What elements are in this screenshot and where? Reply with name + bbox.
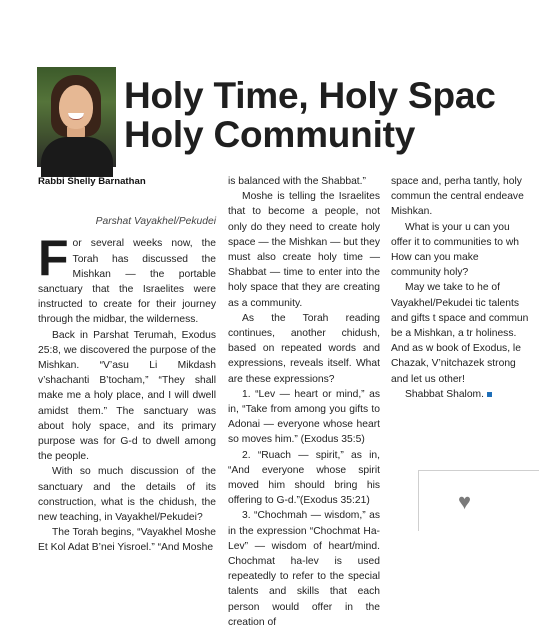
paragraph: space and, perha tantly, holy commun the central endeave Mishkan. (391, 176, 524, 218)
paragraph: 3. “Chochmah — wisdom,” as in the expression “Chochmat Ha-Lev” — wisdom of heart/mind. Chochmat ha-lev is used repeatedly to refer to the special talents and skills that each person would offer in the creation of (228, 510, 380, 628)
paragraph: 2. “Ruach — spirit,” as in, “And everyone whose spirit moved him should bring his offering to G-d.”(Exodus 35:21) (228, 449, 380, 507)
column-1 (38, 174, 216, 556)
paragraph: For several weeks now, the Torah has discussed the Mishkan — the portable sanctuary that the Israelites were instructed to create for their journey through the midbar, the wilderness. (38, 230, 216, 326)
sidebar-box (418, 470, 539, 531)
parsha-name: Parshat Vayakhel/Pekudei (95, 216, 216, 228)
paragraph: is balanced with the Shabbat.” (228, 176, 366, 187)
paragraph: What is your u can you offer it to communities to wh How can you make community holy? (391, 221, 520, 279)
column-2 (228, 174, 380, 630)
title-line-2: Holy Community (124, 114, 416, 155)
heart-icon: ♥ (458, 489, 472, 514)
paragraph: May we take to he of Vayakhel/Pekudei tic talents and gifts t space and commun be a Mishkan, a tr holiness. And as w book of Exodus, le Chazak, V’nitchazek strong and let us other! (391, 282, 529, 385)
paragraph: As the Torah reading continues, another chidush, based on repeated words and expressions, reveals itself. What are these expressions? (228, 312, 380, 385)
end-mark-icon (487, 392, 492, 397)
paragraph: Moshe is telling the Israelites that to become a people, not only do they need to create holy space — the Mishkan — but they must also create holy time — Shabbat — time to enter into the holy space that they are creating as a community. (228, 191, 380, 309)
article-title (124, 76, 544, 154)
column-3 (391, 174, 531, 402)
paragraph: Back in Parshat Terumah, Exodus 25:8, we discovered the purpose of the Mishkan. “V’asu Li Mikdash v’shachanti B’tocham,” “They shall make me a holy place, and I will dwell amidst them.” The sanctuary was about holy space, and its primary purpose was for G-d to dwell among the people. (38, 329, 216, 463)
title-line-1: Holy Time, Holy Spac (124, 75, 496, 116)
author-photo (37, 67, 116, 167)
paragraph: 1. “Lev — heart or mind,” as in, “Take from among you gifts to Adonai — everyone whose heart so moves him.” (Exodus 35:5) (228, 388, 380, 446)
paragraph: The Torah begins, “Vayakhel Moshe Et Kol Adat B’nei Yisroel.” “And Moshe (38, 527, 216, 554)
paragraph: Shabbat Shalom. (391, 387, 531, 402)
paragraph: With so much discussion of the sanctuary and the details of its construction, what is the chidush, the new teaching, in Vayakhel/Pekudei? (38, 466, 216, 524)
drop-cap: F (38, 230, 69, 287)
byline: Rabbi Shelly Barnathan (38, 176, 146, 187)
